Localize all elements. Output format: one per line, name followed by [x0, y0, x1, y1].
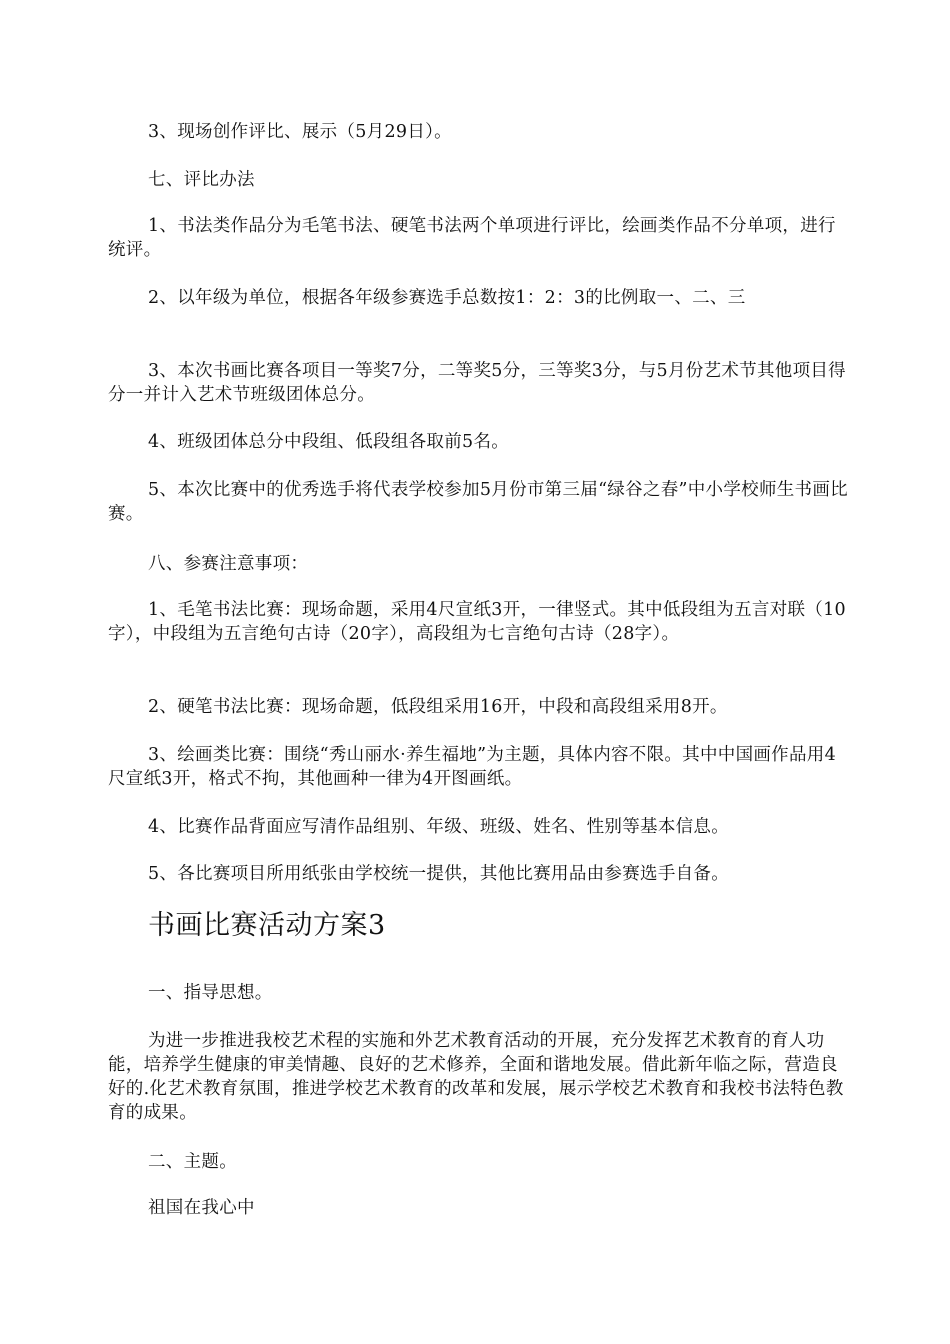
paragraph-10: 2、硬笔书法比赛：现场命题，低段组采用16开，中段和高段组采用8开。	[148, 697, 728, 717]
paragraph-13: 5、各比赛项目所用纸张由学校统一提供，其他比赛用品由参赛选手自备。	[148, 864, 730, 884]
paragraph-4: 2、以年级为单位，根据各年级参赛选手总数按1：2：3的比例取一、二、三	[148, 288, 746, 308]
section-paragraph-1: 一、指导思想。	[148, 983, 273, 1003]
paragraph-5: 3、本次书画比赛各项目一等奖7分，二等奖5分，三等奖3分，与5月份艺术节其他项目得分一并计入艺术节班级团体总分。	[108, 361, 846, 405]
section-paragraph-4: 祖国在我心中	[148, 1198, 255, 1218]
paragraph-12: 4、比赛作品背面应写清作品组别、年级、班级、姓名、性别等基本信息。	[148, 817, 730, 837]
paragraph-9: 1、毛笔书法比赛：现场命题，采用4尺宣纸3开，一律竖式。其中低段组为五言对联（10字），中段组为五言绝句古诗（20字），高段组为七言绝句古诗（28字）。	[108, 600, 846, 644]
paragraph-7: 5、本次比赛中的优秀选手将代表学校参加5月份市第三届“绿谷之春”中小学校师生书画比赛。	[108, 480, 848, 524]
section-paragraph-2: 为进一步推进我校艺术程的实施和外艺术教育活动的开展，充分发挥艺术教育的育人功能，培养学生健康的审美情趣、良好的艺术修养，全面和谐地发展。借此新年临之际，营造良好的.化艺术教育氛围，推进学校艺术教育的改革和发展，展示学校艺术教育和我校书法特色教育的成果。	[108, 1031, 844, 1123]
paragraph-11: 3、绘画类比赛：围绕“秀山丽水·养生福地”为主题，具体内容不限。其中中国画作品用4尺宣纸3开，格式不拘，其他画种一律为4开图画纸。	[108, 745, 837, 789]
section-heading-eight: 八、参赛注意事项：	[148, 554, 309, 574]
section-paragraph-3: 二、主题。	[148, 1152, 237, 1172]
paragraph-1: 3、现场创作评比、展示（5月29日）。	[148, 122, 452, 142]
section-title: 书画比赛活动方案3	[148, 910, 386, 941]
paragraph-3: 1、书法类作品分为毛笔书法、硬笔书法两个单项进行评比，绘画类作品不分单项，进行统评。	[108, 216, 836, 260]
paragraph-6: 4、班级团体总分中段组、低段组各取前5名。	[148, 432, 510, 452]
section-heading-seven: 七、评比办法	[148, 170, 255, 190]
